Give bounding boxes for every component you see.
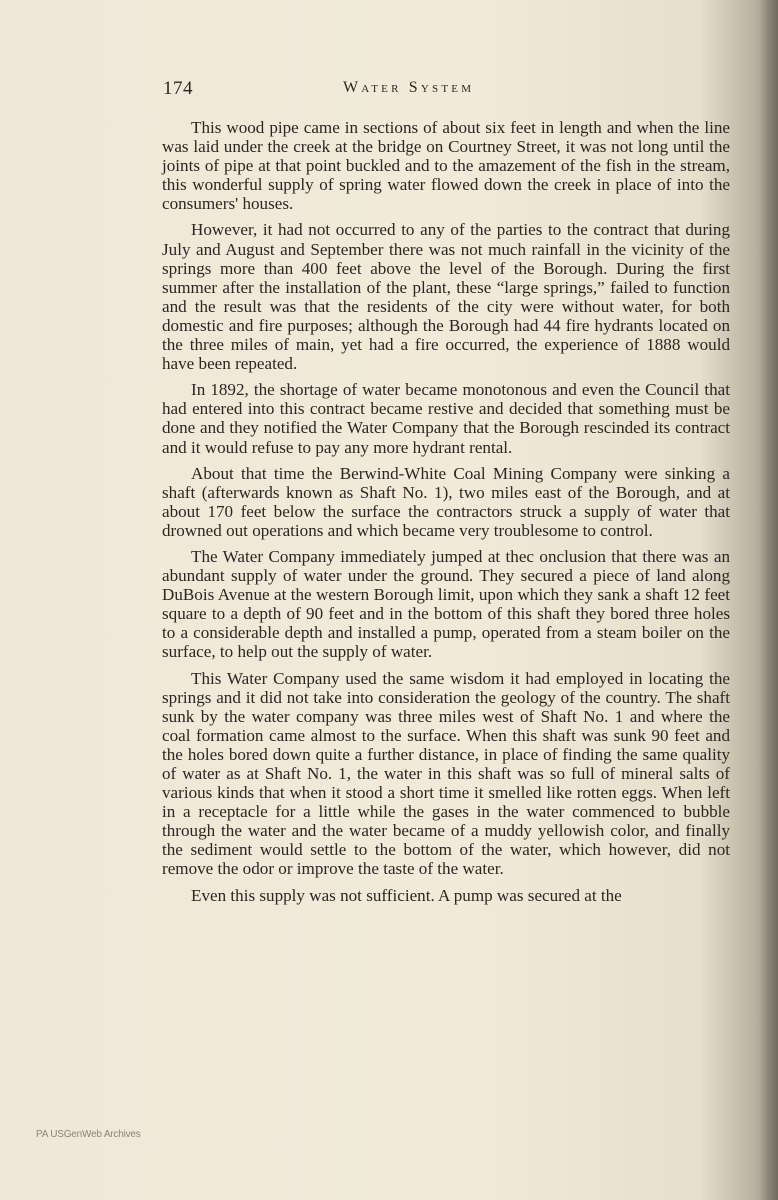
running-title: Water System [343, 79, 475, 96]
paragraph: Even this supply was not sufficient. A pump was secured at the [191, 885, 622, 905]
page-edge-shadow [760, 0, 778, 1200]
paragraph: About that time the Berwind-White Coal Mining Company were sinking a shaft (afterwards known as Shaft No. 1), two miles east of the Borough, and at about 170 feet below the surface the contractors struck a supply of water that drowned out operations and which became very troublesome to control. [162, 463, 730, 540]
paragraph: In 1892, the shortage of water became monotonous and even the Council that had entered into this contract became restive and decided that something must be done and they notified the Water Company that the Borough rescinded its contract and it would refuse to pay any more hydrant rental. [162, 380, 730, 457]
page-number: 174 [163, 78, 193, 99]
paragraph: However, it had not occurred to any of the parties to the contract that during July and August and September there was not much rainfall in the vicinity of the springs more than 400 feet above the level of the Borough. During the first summer after the installation of the plant, these “large springs,” failed to function and the result was that the residents of the city were without water, for both domestic and fire purposes; although the Borough had 44 fire hydrants located on the three miles of main, yet had a fire occurred, the experience of 1888 would have been repeated. [162, 220, 730, 374]
paragraph: This wood pipe came in sections of about six feet in length and when the line was laid under the creek at the bridge on Courtney Street, it was not long until the joints of pipe at that point buckled and to the amazement of the fish in the stream, this wonderful supply of spring water flowed down the creek in place of into the consumers' houses. [162, 118, 730, 214]
archive-watermark: PA USGenWeb Archives [36, 1129, 141, 1140]
paragraph: The Water Company immediately jumped at thec onclusion that there was an abundant supply of water under the ground. They secured a piece of land along DuBois Avenue at the western Borough limit, upon which they sank a shaft 12 feet square to a depth of 90 feet and in the bottom of this shaft they bored three holes to a considerable depth and installed a pump, operated from a steam boiler on the surface, to help out the supply of water. [162, 546, 730, 662]
body-text [162, 118, 730, 912]
paragraph: This Water Company used the same wisdom it had employed in locating the springs and it did not take into consideration the geology of the country. The shaft sunk by the water company was three miles west of Shaft No. 1 and where the coal formation came almost to the surface. When this shaft was sunk 90 feet and the holes bored down quite a further distance, in place of finding the same quality of water as at Shaft No. 1, the water in this shaft was so full of mineral salts of various kinds that when it stood a short time it smelled like rotten eggs. When left in a receptacle for a little while the gases in the water commenced to bubble through the water and the water became of a muddy yellowish color, and finally the sediment would settle to the bottom of the water, which however, did not remove the odor or improve the taste of the water. [162, 668, 730, 879]
running-head [163, 78, 731, 108]
